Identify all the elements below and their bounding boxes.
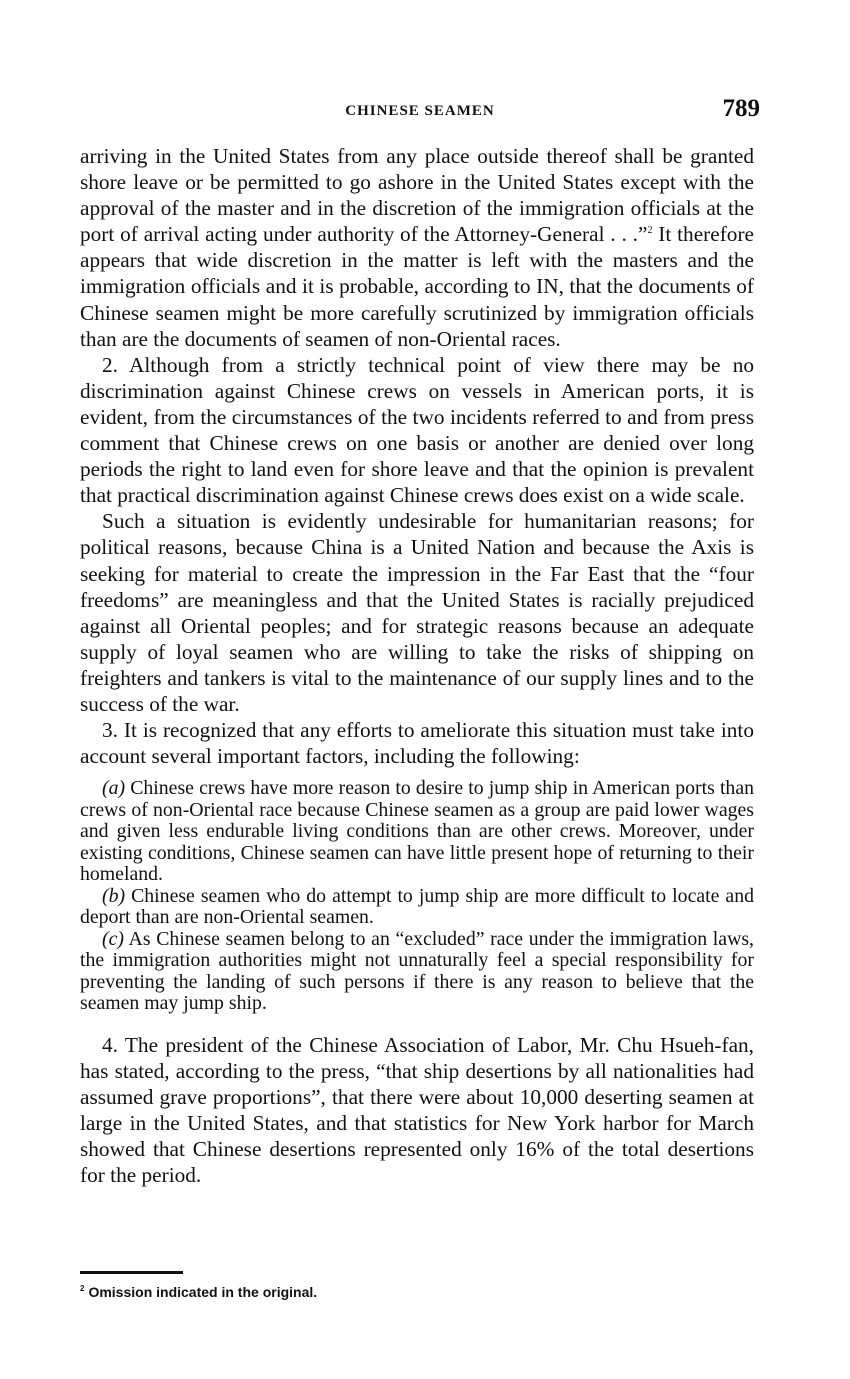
paragraph-continuation — [80, 143, 754, 352]
paragraph-situation: Such a situation is evidently undesirable for humanitarian reasons; for political reasons, because China is a United Nation and because the Axis is seeking for material to create the impression in the Far East that the “four freedoms” are meaningless and that the United States is racially prejudiced against all Oriental peoples; and for strategic reasons because an adequate supply of loyal seamen who are willing to take the risks of shipping on freighters and tankers is vital to the maintenance of our supply lines and to the success of the war. — [80, 509, 754, 716]
page-number: 789 — [722, 95, 760, 122]
factor-item — [80, 929, 754, 1015]
factor-item — [80, 778, 754, 886]
factor-text: Chinese seamen who do attempt to jump ship are more difficult to locate and deport than are non-Oriental seamen. — [80, 884, 754, 929]
paragraph-3: 3. It is recognized that any efforts to ameliorate this situation must take into account several important factors, including the following: — [80, 718, 754, 769]
factors-list — [80, 778, 754, 1015]
footnote-reference: 2 — [647, 225, 653, 237]
footnote-text: Omission indicated in the original. — [88, 1284, 318, 1300]
page-body — [80, 143, 754, 1188]
footnote-divider — [80, 1271, 183, 1274]
page-header — [80, 95, 760, 125]
paragraph-text: arriving in the United States from any place outside thereof shall be granted shore leave or be permitted to go ashore in the United States except with the approval of the master and in the discretion of the immigration officials at the port of arrival acting under authority of the Attorney-General . . .” — [80, 144, 754, 247]
factor-letter: (c) — [102, 927, 124, 950]
footnote-mark: 2 — [80, 1284, 85, 1294]
factor-letter: (b) — [102, 884, 126, 907]
footnote — [80, 1284, 317, 1300]
paragraph-2: 2. Although from a strictly technical point of view there may be no discrimination against Chinese crews on vessels in American ports, it is evident, from the circumstances of the two incidents referred to and from press comment that Chinese crews on one basis or another are denied over long periods the right to land even for shore leave and that the opinion is prevalent that practical discrimination against Chinese crews does exist on a wide scale. — [80, 352, 754, 508]
factor-item — [80, 886, 754, 929]
factor-letter: (a) — [102, 777, 126, 800]
factor-text: Chinese crews have more reason to desire to jump ship in American ports than crews of non-Oriental race because Chinese seamen as a group are paid lower wages and given less endurable living conditions than are other crews. Moreover, under existing conditions, Chinese seamen can have little present hope of returning to their homeland. — [80, 777, 754, 886]
factor-text: As Chinese seamen belong to an “excluded” race under the immigration laws, the immigration authorities might not unnaturally feel a special responsibility for preventing the landing of such persons if there is any reason to believe that the seamen may jump ship. — [80, 927, 754, 1015]
running-head: CHINESE SEAMEN — [345, 103, 495, 119]
paragraph-4: 4. The president of the Chinese Association of Labor, Mr. Chu Hsueh-fan, has stated, according to the press, “that ship desertions by all nationalities had assumed grave proportions”, that there were about 10,000 deserting seamen at large in the United States, and that statistics for New York harbor for March showed that Chinese desertions represented only 16% of the total desertions for the period. — [80, 1032, 754, 1188]
paragraph-text: It therefore appears that wide discretion in the matter is left with the masters and the immigration officials and it is probable, according to IN, that the documents of Chinese seamen might be more carefully scrutinized by immigration officials than are the documents of seamen of non-Oriental races. — [80, 222, 754, 351]
